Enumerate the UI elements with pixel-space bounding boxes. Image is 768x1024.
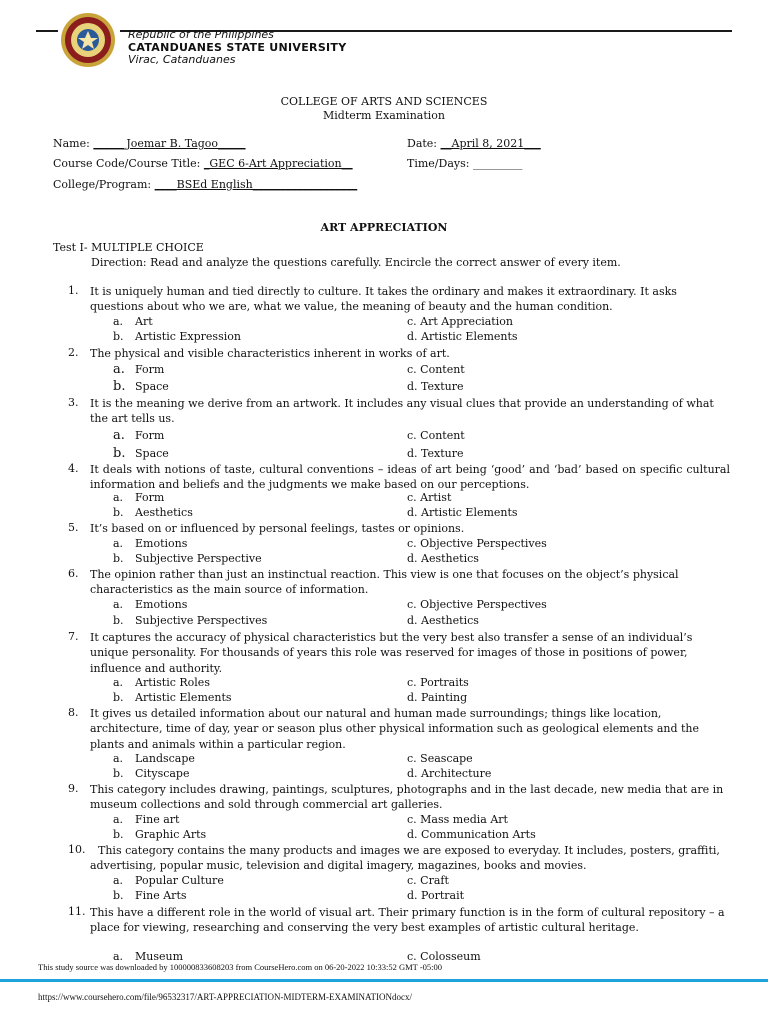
- option-d[interactable]: d. Aesthetics: [407, 614, 479, 627]
- name-value: ______Joemar B. Tagoo_____: [93, 137, 246, 150]
- course-label: Course Code/Course Title:: [53, 157, 201, 170]
- question-number: 5.: [68, 521, 79, 534]
- question-text: It deals with notions of taste, cultural conventions – ideas of art being ‘good’ and ‘bad’ based on specific cultural information and beliefs and the judgments we make based on our perceptions.: [90, 463, 730, 492]
- option-b[interactable]: b. Graphic Arts: [113, 828, 207, 841]
- option-a[interactable]: a. Art: [113, 315, 153, 328]
- republic-line: Republic of the Philippines: [128, 28, 274, 41]
- option-a[interactable]: a. Form: [113, 362, 165, 377]
- option-c[interactable]: c. Content: [407, 363, 465, 376]
- option-b-text: Artistic Expression: [135, 330, 241, 343]
- option-b-text: Graphic Arts: [135, 828, 207, 841]
- option-c[interactable]: c. Content: [407, 429, 465, 442]
- question-number: 7.: [68, 630, 79, 643]
- course-field: [53, 157, 353, 170]
- option-b[interactable]: b. Space: [113, 446, 169, 461]
- direction-text: Direction: Read and analyze the questions carefully. Encircle the correct answer of every item.: [91, 256, 621, 269]
- date-value: __April 8, 2021___: [440, 137, 541, 150]
- university-location: Virac, Catanduanes: [128, 53, 236, 66]
- option-c[interactable]: c. Objective Perspectives: [407, 598, 547, 611]
- question-number: 6.: [68, 567, 79, 580]
- option-c[interactable]: c. Colosseum: [407, 950, 481, 963]
- footer-divider: [0, 979, 768, 982]
- question-text: This category contains the many products and images we are exposed to everyday. It includes, posters, graffiti, advertising, popular music, television and digital imagery, magazines, books and movies.: [90, 844, 720, 873]
- option-d[interactable]: d. Architecture: [407, 767, 492, 780]
- option-a-text: Museum: [135, 950, 184, 963]
- option-b-text: Space: [135, 380, 169, 393]
- option-c[interactable]: c. Craft: [407, 874, 449, 887]
- option-d[interactable]: d. Artistic Elements: [407, 330, 518, 343]
- question-text: This have a different role in the world of visual art. Their primary function is in the form of cultural repository – a place for viewing, researching and conserving the very best examples of artistic cultural heritage.: [90, 906, 725, 935]
- source-url-link[interactable]: https://www.coursehero.com/file/96532317/ART-APPRECIATION-MIDTERM-EXAMINATIONdocx/: [38, 992, 413, 1002]
- question-number: 1.: [68, 284, 79, 297]
- question-number: 2.: [68, 346, 79, 359]
- time-value: _________: [472, 157, 523, 170]
- program-value: ____BSEd English___________________: [154, 178, 358, 191]
- option-a-text: Landscape: [135, 752, 195, 765]
- question-number: 3.: [68, 396, 79, 409]
- exam-type: Midterm Examination: [323, 109, 445, 122]
- question-text: It captures the accuracy of physical characteristics but the very best also transfer a sense of an individual’s unique personality. For thousands of years this role was reserved for images of those in positions of power, influence and authority.: [90, 631, 693, 675]
- question-text: The physical and visible characteristics inherent in works of art.: [90, 347, 450, 360]
- header-text: [128, 29, 347, 67]
- option-a[interactable]: a. Artistic Roles: [113, 676, 210, 689]
- option-b-text: Subjective Perspectives: [135, 614, 268, 627]
- question-text: The opinion rather than just an instinctual reaction. This view is one that focuses on the object’s physical characteristics as the main source of information.: [90, 568, 679, 597]
- question-number: 11.: [68, 905, 86, 918]
- option-b-text: Artistic Elements: [135, 691, 232, 704]
- option-c[interactable]: c. Artist: [407, 491, 452, 504]
- question-text: It is uniquely human and tied directly to culture. It takes the ordinary and makes it extraordinary. It asks questions about who we are, what we value, the meaning of beauty and the human condition.: [90, 285, 677, 314]
- question-number: 8.: [68, 706, 79, 719]
- date-label: Date:: [407, 137, 438, 150]
- university-name: CATANDUANES STATE UNIVERSITY: [128, 40, 347, 54]
- option-a[interactable]: a. Form: [113, 428, 165, 443]
- option-b[interactable]: b. Artistic Elements: [113, 691, 232, 704]
- college-name: COLLEGE OF ARTS AND SCIENCES: [280, 95, 488, 108]
- option-d[interactable]: d. Texture: [407, 447, 464, 460]
- option-a-text: Form: [135, 363, 165, 376]
- option-d[interactable]: d. Portrait: [407, 889, 465, 902]
- option-b[interactable]: b. Cityscape: [113, 767, 190, 780]
- option-a-text: Art: [135, 315, 153, 328]
- option-b[interactable]: b. Subjective Perspectives: [113, 614, 268, 627]
- name-label: Name:: [53, 137, 90, 150]
- program-label: College/Program:: [53, 178, 152, 191]
- option-c[interactable]: c. Seascape: [407, 752, 473, 765]
- option-a[interactable]: a. Emotions: [113, 598, 188, 611]
- question-number: 10.: [68, 843, 86, 856]
- option-a-text: Emotions: [135, 598, 188, 611]
- option-d[interactable]: d. Artistic Elements: [407, 506, 518, 519]
- university-seal-icon: [60, 12, 116, 68]
- option-b-text: Fine Arts: [135, 889, 187, 902]
- option-b-text: Cityscape: [135, 767, 190, 780]
- option-a[interactable]: a. Form: [113, 491, 165, 504]
- option-b[interactable]: b. Artistic Expression: [113, 330, 241, 343]
- option-a-text: Fine art: [135, 813, 180, 826]
- question-text: This category includes drawing, paintings, sculptures, photographs and in the last decade, new media that are in museum collections and sold through commercial art galleries.: [90, 783, 724, 812]
- test-heading: Test I- MULTIPLE CHOICE: [53, 241, 204, 254]
- option-d[interactable]: d. Texture: [407, 380, 464, 393]
- name-field: [53, 137, 246, 150]
- option-b-text: Space: [135, 447, 169, 460]
- option-c[interactable]: c. Mass media Art: [407, 813, 508, 826]
- option-b[interactable]: b. Aesthetics: [113, 506, 193, 519]
- program-field: [53, 178, 357, 191]
- option-c[interactable]: c. Objective Perspectives: [407, 537, 547, 550]
- option-d[interactable]: d. Aesthetics: [407, 552, 479, 565]
- time-label: Time/Days:: [407, 157, 470, 170]
- option-b[interactable]: b. Fine Arts: [113, 889, 187, 902]
- option-a-text: Artistic Roles: [135, 676, 210, 689]
- option-a-text: Popular Culture: [135, 874, 224, 887]
- page-title: ART APPRECIATION: [320, 221, 448, 234]
- download-notice: This study source was downloaded by 100000833608203 from CourseHero.com on 06-20-2022 10:33:52 GMT -05:00: [38, 962, 443, 972]
- option-a-text: Form: [135, 491, 165, 504]
- header-rule-left: [36, 30, 58, 32]
- question-text: It’s based on or influenced by personal feelings, tastes or opinions.: [90, 522, 465, 535]
- course-value: _GEC 6-Art Appreciation__: [203, 157, 353, 170]
- option-d[interactable]: d. Painting: [407, 691, 468, 704]
- option-a[interactable]: a. Popular Culture: [113, 874, 224, 887]
- option-b-text: Aesthetics: [135, 506, 193, 519]
- date-field: [407, 137, 541, 150]
- option-b-text: Subjective Perspective: [135, 552, 262, 565]
- option-b[interactable]: b. Subjective Perspective: [113, 552, 262, 565]
- option-b[interactable]: b. Space: [113, 379, 169, 394]
- option-d[interactable]: d. Communication Arts: [407, 828, 536, 841]
- option-a-text: Form: [135, 429, 165, 442]
- time-field: [407, 157, 522, 170]
- question-text: It is the meaning we derive from an artwork. It includes any visual clues that provide an understanding of what the art tells us.: [90, 397, 714, 426]
- option-a[interactable]: a. Emotions: [113, 537, 188, 550]
- option-a[interactable]: a. Landscape: [113, 752, 195, 765]
- question-text: It gives us detailed information about our natural and human made surroundings; things like location, architecture, time of day, year or season plus other physical information such as geological elements and the plants and animals within a particular region.: [90, 707, 700, 751]
- option-a-text: Emotions: [135, 537, 188, 550]
- option-a[interactable]: a. Museum: [113, 950, 184, 963]
- question-number: 9.: [68, 782, 79, 795]
- option-c[interactable]: c. Portraits: [407, 676, 469, 689]
- question-number: 4.: [68, 462, 79, 475]
- option-a[interactable]: a. Fine art: [113, 813, 180, 826]
- option-c[interactable]: c. Art Appreciation: [407, 315, 513, 328]
